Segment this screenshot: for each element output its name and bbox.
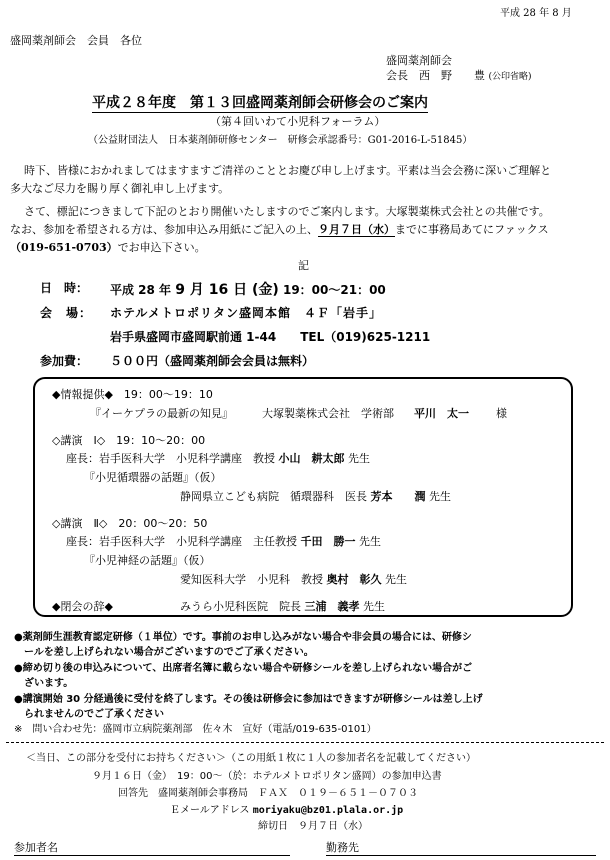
lecture-1-title: 『小児循環器の話題』（仮） [84,471,222,484]
note-2-line-2: ざいます。 [24,678,74,689]
date-label: 日 時： [40,281,89,295]
lecture-2-chair-name: 千田 勝一 [300,535,356,548]
sender-title: 会長 西 野 豊 [386,69,485,82]
page-subtitle: （第４回いわて小児科フォーラム） [210,115,386,128]
closing-heading: ◆閉会の辞◆ [52,600,113,613]
participant-name-label: 参加者名 [14,841,58,854]
greeting-line-1: 時下、皆様におかれましてはますますご清祥のこととお慶び申し上げます。平素は当会会務に深いご理解と [24,164,552,177]
lecture-2-chair-honorific: 先生 [359,535,381,548]
addressee: 盛岡薬剤師会 会員 各位 [10,34,142,47]
lecture-1-speaker-honorific: 先生 [429,490,451,503]
lecture-1-chair [66,450,370,466]
lecture-1-chair-name: 小山 耕太郎 [278,452,345,465]
sender-name [386,67,532,83]
ki-mark: 記 [298,259,309,272]
workplace-label: 勤務先 [326,841,359,854]
invitation-text: なお、参加を希望される方は、参加申込み用紙にご記入の上、 [10,223,318,236]
note-1-line-2: ールを差し上げられない場合がございますのでご了承ください。 [24,647,314,658]
event-day: 9 月 16 日 (金) [175,282,279,298]
lecture-2-speaker [180,571,407,587]
form-email [170,801,403,816]
participant-name-field[interactable] [14,855,290,856]
form-recipient: 回答先 盛岡薬剤師会事務局 ＦＡＸ ０１９－６５１－０７０３ [118,788,418,799]
fax-number: （019-651-0703） [10,241,118,254]
lecture-1-heading: ◇講演 Ⅰ◇ 19：10～20：00 [52,434,206,447]
lecture-1-speaker-affiliation: 静岡県立こども病院 循環器科 医長 [180,490,367,503]
lecture-2-speaker-honorific: 先生 [385,573,407,586]
closing-speaker-affiliation: みうら小児科医院 院長 [180,600,301,613]
fee-value: ５００円（盛岡薬剤師会会員は無料） [110,354,315,368]
seal-note: (公印省略) [488,72,532,82]
info-session-org: 大塚製薬株式会社 学術部 [262,407,394,420]
info-session-speaker: 平川 太一 [414,407,469,420]
info-session-title: 『イーケプラの最新の知見』 [90,407,233,420]
workplace-field[interactable] [326,855,596,856]
note-3-line-2: られませんのでご了承ください [24,709,164,720]
venue-address: 岩手県盛岡市盛岡駅前通 1-44 TEL（019)625-1211 [110,330,431,344]
lecture-2-heading: ◇講演 Ⅱ◇ 20：00～20：50 [52,517,208,530]
venue-label: 会 場： [40,306,93,320]
cut-line [6,742,604,743]
contact-info: ※ 問い合わせ先：盛岡市立病院薬剤部 佐々木 宣好（電話/019-635-0101） [14,724,377,735]
closing-speaker-honorific: 先生 [363,600,385,613]
form-title: ９月１６日（金） 19：00～（於：ホテルメトロポリタン盛岡）の参加申込書 [92,771,442,782]
note-2-line-1: ●締め切り後の申込みについて、出席者名簿に載らない場合や研修シールを差し上げられない場合がご [14,663,473,674]
fee-label: 参加費： [40,354,89,368]
invitation-line-1: さて、標記につきまして下記のとおり開催いたしますのでご案内します。大塚製薬株式会社との共催です。 [24,205,550,218]
lecture-1-speaker-name: 芳本 潤 [370,490,426,503]
info-session-heading: ◆情報提供◆ 19：00～19：10 [52,388,213,401]
event-date [110,279,386,299]
lecture-1-chair-honorific: 先生 [348,452,370,465]
email-address: moriyaku@bz01.plala.or.jp [252,805,404,816]
sender-organization: 盛岡薬剤師会 [386,54,452,67]
lecture-2-title: 『小児神経の話題』（仮） [84,554,211,567]
invitation-line-2 [10,221,549,237]
venue-name: ホテルメトロポリタン盛岡本館 ４Ｆ「岩手」 [110,306,383,320]
lecture-2-speaker-affiliation: 愛知医科大学 小児科 教授 [180,573,323,586]
note-3-line-1: ●講演開始 30 分経過後に受付を終了します。その後は研修会に参加はできますが研修シールは差し上げ [14,694,483,705]
lecture-2-chair [66,533,381,549]
greeting-line-2: 多大なご尽力を賜り厚く御礼申し上げます。 [10,182,230,195]
document-date: 平成 28 年 8 月 [500,8,572,19]
info-session-honorific: 様 [496,407,507,420]
form-notice: ＜当日、この部分を受付にお持ちください＞（この用紙１枚に１人の参加者名を記載してください） [26,753,476,764]
event-year: 平成 28 年 [110,283,172,297]
deadline-highlight: ９月７日（水） [318,223,395,236]
lecture-2-chair-affiliation: 座長：岩手医科大学 小児科学講座 主任教授 [66,535,297,548]
note-1-line-1: ●薬剤師生涯教育認定研修（１単位）です。事前のお申し込みがない場合や非会員の場合には、研修シ [14,632,472,643]
invitation-text: でお申込下さい。 [117,241,206,254]
lecture-1-speaker [180,488,451,504]
invitation-line-3 [10,239,206,255]
page-title: 平成２８年度 第１３回盛岡薬剤師会研修会のご案内 [92,92,428,113]
closing-speaker-name: 三浦 義孝 [304,600,360,613]
accreditation-note: （公益財団法人 日本薬剤師研修センター 研修会承認番号：G01-2016-L-51845） [88,135,473,146]
lecture-2-speaker-name: 奥村 彰久 [326,573,382,586]
email-label: Ｅメールアドレス [170,805,250,816]
lecture-1-chair-affiliation: 座長：岩手医科大学 小児科学講座 教授 [66,452,275,465]
form-deadline: 締切日 ９月７日（水） [258,821,368,832]
invitation-text: までに事務局あてにファックス [395,223,549,236]
event-time: 19：00～21：00 [282,283,386,297]
closing-speaker [180,598,385,614]
